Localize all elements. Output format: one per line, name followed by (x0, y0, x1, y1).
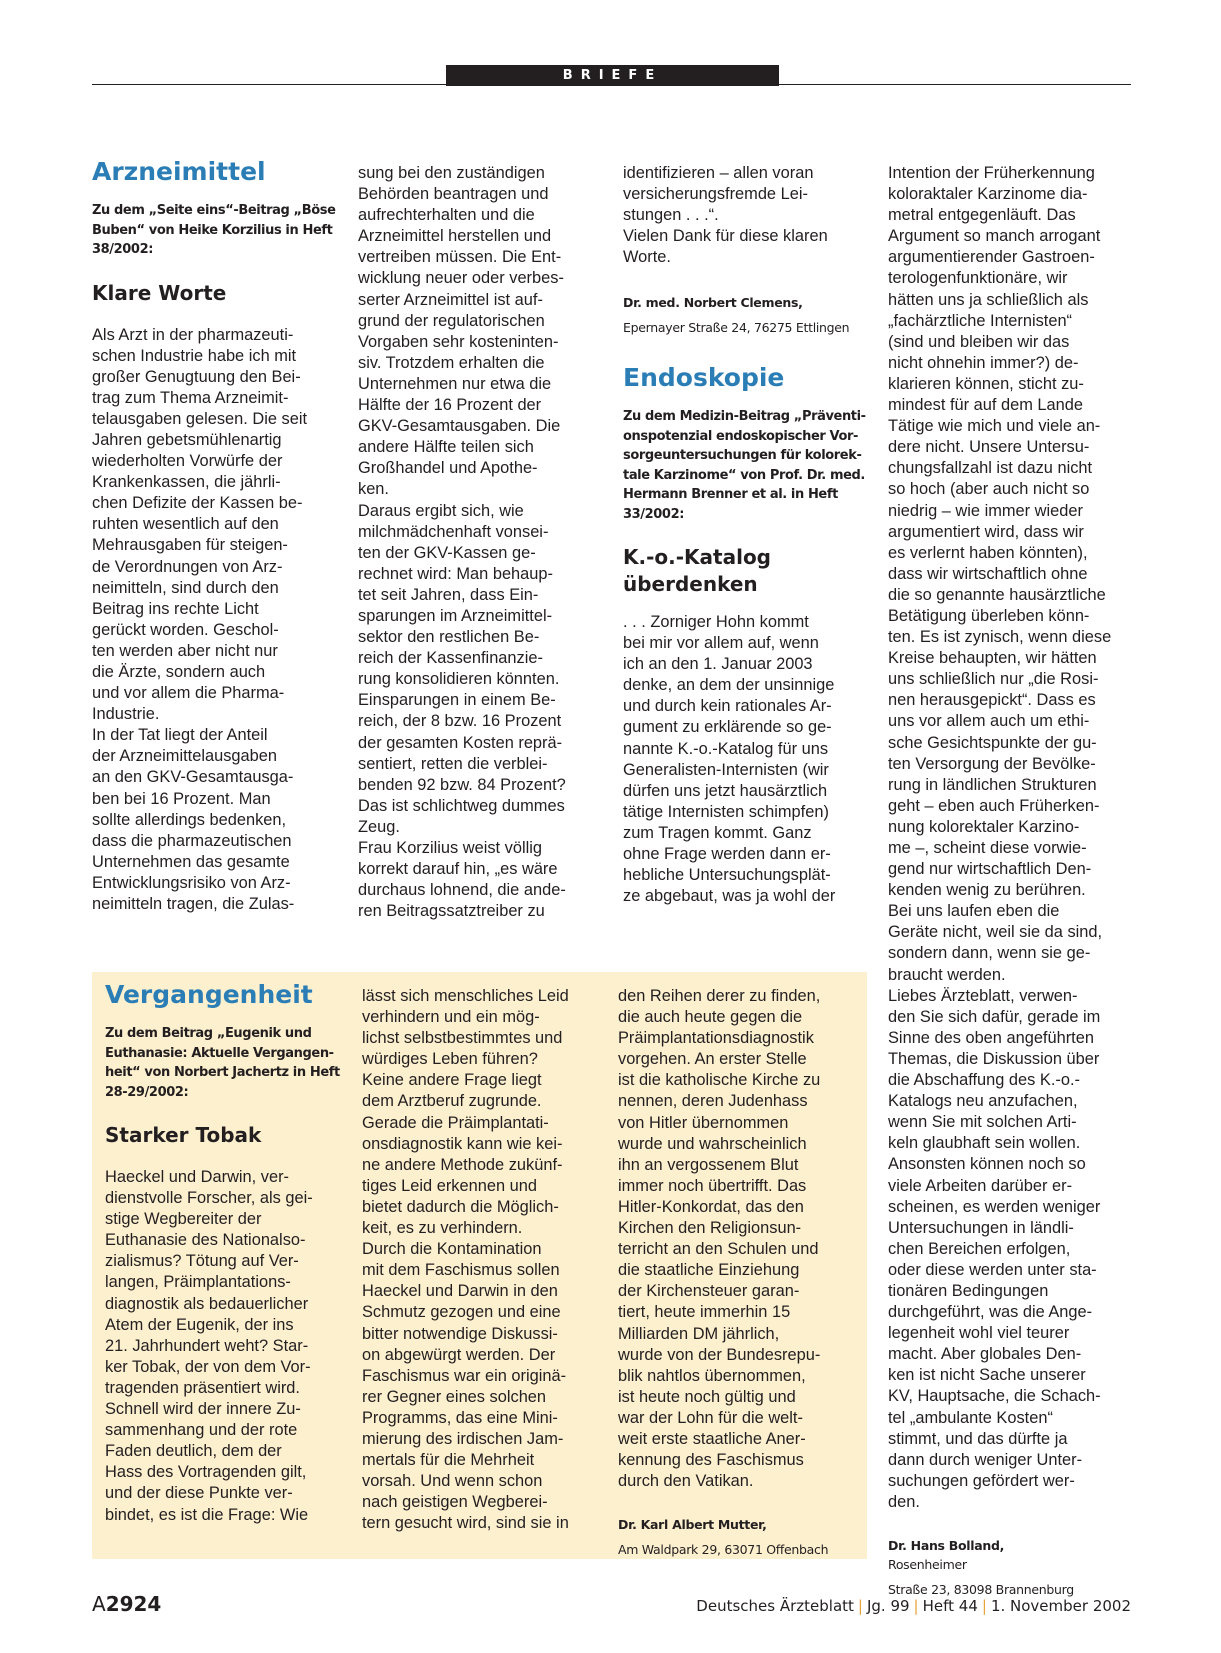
article-body: lässt sich menschliches Leid verhindern und ein mög- lichst selbstbestimmtes und würdiges Leben führen? Keine andere Frage liegt dem Arztberuf zugrunde. Gerade die Präimplantati- onsdiagnostik kann wie kei- ne andere Methode zukünf- tiges Leid erkennen und bietet dadurch die Möglich- keit, es zu verhindern. Durch die Kontamination mit dem Faschismus sollen Haeckel und Darwin in den Schmutz gezogen und eine bitter notwendige Diskussi- on abgewürgt werden. Der Faschismus war ein originä- rer Gegner eines solchen Programms, das eine Mini- mierung des irdischen Jam- mertals für die Mehrheit vorsah. Und wenn schon nach geistigen Wegberei- tern gesucht wird, sind sie in (362, 987, 569, 1533)
article-vergangenheit-col2 (362, 986, 612, 1534)
article-arzneimittel-col2 (358, 163, 608, 922)
article-intro: Zu dem Medizin-Beitrag „Präventi- onspotenzial endoskopischer Vor- sorgeuntersuchungen für kolorek- tale Karzinome“ von Prof. Dr. med. Hermann Brenner et al. in Heft 33/2002: (623, 409, 866, 522)
article-subhead: Klare Worte (92, 280, 227, 305)
signature-address: Rosenheimer (888, 1557, 967, 1572)
journal-volume: Jg. 99 (866, 1597, 910, 1615)
article-body: sung bei den zuständigen Behörden beantragen und aufrechterhalten und die Arzneimittel herstellen und vertreiben müssen. Die Ent- wicklung neuer oder verbes- serter Arzneimittel ist auf- grund der regulatorischen Vorgaben sehr kosteninten- siv. Trotzdem erhalten die Unternehmen nur etwa die Hälfte der 16 Prozent der GKV-Gesamtausgaben. Die andere Hälfte teilen sich Großhandel und Apothe- ken. Daraus ergibt sich, wie milchmädchenhaft vonsei- ten der GKV-Kassen ge- rechnet wird: Man behaup- tet seit Jahren, dass Ein- sparungen im Arzneimittel- sektor den restlichen Be- reich der Kassenfinanzie- rung konsolidieren könnten. Einsparungen in einem Be- reich, der 8 bzw. 16 Prozent der gesamten Kosten reprä- sentiert, retten die verblei- benden 92 bzw. 84 Prozent? Das ist schlichtweg dummes Zeug. Frau Korzilius weist völlig korrekt darauf hin, „es wäre durchaus lohnend, die ande- ren Beitragssatztreiber zu (358, 164, 566, 921)
article-body: Haeckel und Darwin, ver- dienstvolle Forscher, als gei- stige Wegbereiter der Euthanasie des Nationalso- zialismus? Tötung auf Ver- langen, Präimplantations- diagnostik als bedauerlicher Atem der Eugenik, der ins 21. Jahrhundert weht? Star- ker Tobak, der von dem Vor- tragenden präsentiert wird. Schnell wird der innere Zu- sammenhang und der rote Faden deutlich, dem der Hass des Vortragenden gilt, und der diese Punkte ver- bindet, es ist die Frage: Wie (105, 1168, 313, 1524)
signature-name: Dr. Hans Bolland, (888, 1538, 1005, 1553)
signature-name: Dr. med. Norbert Clemens, (623, 295, 803, 311)
signature-address: Straße 23, 83098 Brannenburg (888, 1582, 1074, 1597)
signature-address: Am Waldpark 29, 63071 Offenbach (618, 1542, 829, 1558)
separator: | (857, 1597, 863, 1615)
section-header-label: BRIEFE (446, 65, 779, 86)
article-endoskopie-col4 (888, 163, 1138, 1599)
signature (888, 1517, 1138, 1574)
article-intro: Zu dem Beitrag „Eugenik und Euthanasie: Aktuelle Vergangen- heit“ von Norbert Jachertz in Heft 28-29/2002: (105, 1026, 340, 1100)
article-subhead: K.-o.-Katalog überdenken (623, 545, 771, 596)
journal-date: 1. November 2002 (990, 1597, 1131, 1615)
article-intro: Zu dem „Seite eins“-Beitrag „Böse Buben“ von Heike Korzilius in Heft 38/2002: (92, 203, 336, 257)
signature (618, 1496, 868, 1534)
journal-name: Deutsches Ärzteblatt (696, 1597, 854, 1615)
signature-name: Dr. Karl Albert Mutter, (618, 1517, 767, 1533)
separator: | (981, 1597, 987, 1615)
article-body: . . . Zorniger Hohn kommt bei mir vor allem auf, wenn ich an den 1. Januar 2003 denke, an dem der unsinnige und durch kein rationales Ar- gument zu erklärende so ge- nannte K.-o.-Katalog für uns Generalisten-Internisten (wir dürfen uns jetzt hausärztlich tätige Internisten schimpfen) zum Tragen kommt. Ganz ohne Frage werden dann er- hebliche Untersuchungsplät- ze abgebaut, was ja wohl der (623, 613, 836, 906)
article-title: Endoskopie (623, 363, 785, 392)
separator: | (913, 1597, 919, 1615)
article-body: identifizieren – allen voran versicherungsfremde Lei- stungen . . .“. Vielen Dank für diese klaren Worte. (623, 164, 828, 267)
journal-issue: Heft 44 (922, 1597, 978, 1615)
article-vergangenheit-col1 (105, 980, 350, 1526)
signature (623, 274, 873, 312)
page-number (92, 1592, 161, 1616)
article-title: Arzneimittel (92, 157, 266, 186)
article-arzneimittel-col1 (92, 157, 342, 915)
signature-address: Epernayer Straße 24, 76275 Ettlingen (623, 320, 850, 336)
article-arzneimittel-col3 (623, 163, 873, 337)
article-title: Vergangenheit (105, 980, 313, 1009)
article-body: den Reihen derer zu finden, die auch heute gegen die Präimplantationsdiagnostik vorgehen. An erster Stelle ist die katholische Kirche zu nennen, deren Judenhass von Hitler übernommen wurde und wahrscheinlich ihn an vergossenem Blut immer noch übertrifft. Das Hitler-Konkordat, das den Kirchen den Religionsun- terricht an den Schulen und die staatliche Einziehung der Kirchensteuer garan- tiert, heute immerhin 15 Milliarden DM jährlich, wurde von der Bundesrepu- blik nahtlos übernommen, ist heute noch gültig und war der Lohn für die welt- weit erste staatliche Aner- kennung des Faschismus durch den Vatikan. (618, 987, 821, 1491)
journal-info (696, 1596, 1131, 1616)
page-prefix: A (92, 1592, 106, 1616)
article-endoskopie-col3 (623, 363, 873, 907)
article-subhead: Starker Tobak (105, 1123, 262, 1147)
article-body: Intention der Früherkennung koloraktaler Karzinome dia- metral entgegenläuft. Das Argument so manch arrogant argumentierender Gastroen- terologenfunktionäre, wir hätten uns ja schließlich als „fachärztliche Internisten“ (sind und bleiben wir das nicht ohnehin immer?) de- klarieren können, sticht zu- mindest für auf dem Lande Tätige wie mich und viele an- dere nicht. Unsere Untersu- chungsfallzahl ist dazu nicht so hoch (aber auch nicht so niedrig – wie immer wieder argumentiert wird, dass wir es verlernt haben könnten), dass wir wirtschaftlich ohne die so genannte hausärztliche Betätigung überleben könn- ten. Es ist zynisch, wenn diese Kreise behaupten, wir hätten uns schließlich nur „die Rosi- nen herausgepickt“. Dass es uns vor allem auch um ethi- sche Gesichtspunkte der gu- ten Versorgung der Bevölke- rung in ländlichen Strukturen geht – eben auch Früherken- nung kolorektaler Karzino- me –, scheint diese vorwie- gend nur wirtschaftlich Den- kenden wenig zu berühren. Bei uns laufen eben die Geräte nicht, weil sie da sind, sondern dann, wenn sie ge- braucht werden. Liebes Ärzteblatt, verwen- den Sie sich dafür, gerade im Sinne des oben angeführten Themas, die Diskussion über die Abschaffung des K.-o.- Katalogs neu anzufachen, wenn Sie mit solchen Arti- keln glaubhaft sein wollen. Ansonsten können noch so viele Arbeiten darüber er- scheinen, es werden weniger Untersuchungen in ländli- chen Bereichen erfolgen, oder diese werden unter sta- tionären Bedingungen durchgeführt, was die Ange- legenheit wohl viel teurer macht. Aber globales Den- ken ist nicht Sache unserer KV, Hauptsache, die Schach- tel „ambulante Kosten“ stimmt, und das dürfte ja dann durch weniger Unter- suchungen gefördert wer- den. (888, 164, 1112, 1511)
article-vergangenheit-col3 (618, 986, 868, 1559)
article-body: Als Arzt in der pharmazeuti- schen Industrie habe ich mit großer Genugtuung den Bei- trag zum Thema Arzneimit- telausgaben gelesen. Die seit Jahren gebetsmühlenartig wiederholten Vorwürfe der Krankenkassen, die jährli- chen Defizite der Kassen be- ruhten wesentlich auf den Mehrausgaben für steigen- de Verordnungen von Arz- neimitteln, sind durch den Beitrag ins rechte Licht gerückt worden. Geschol- ten werden aber nicht nur die Ärzte, sondern auch und vor allem die Pharma- Industrie. In der Tat liegt der Anteil der Arzneimittelausgaben an den GKV-Gesamtausga- ben bei 16 Prozent. Man sollte allerdings bedenken, dass die pharmazeutischen Unternehmen das gesamte Entwicklungsrisiko von Arz- neimitteln tragen, die Zulas- (92, 325, 308, 914)
page-number-value: 2924 (105, 1592, 162, 1616)
